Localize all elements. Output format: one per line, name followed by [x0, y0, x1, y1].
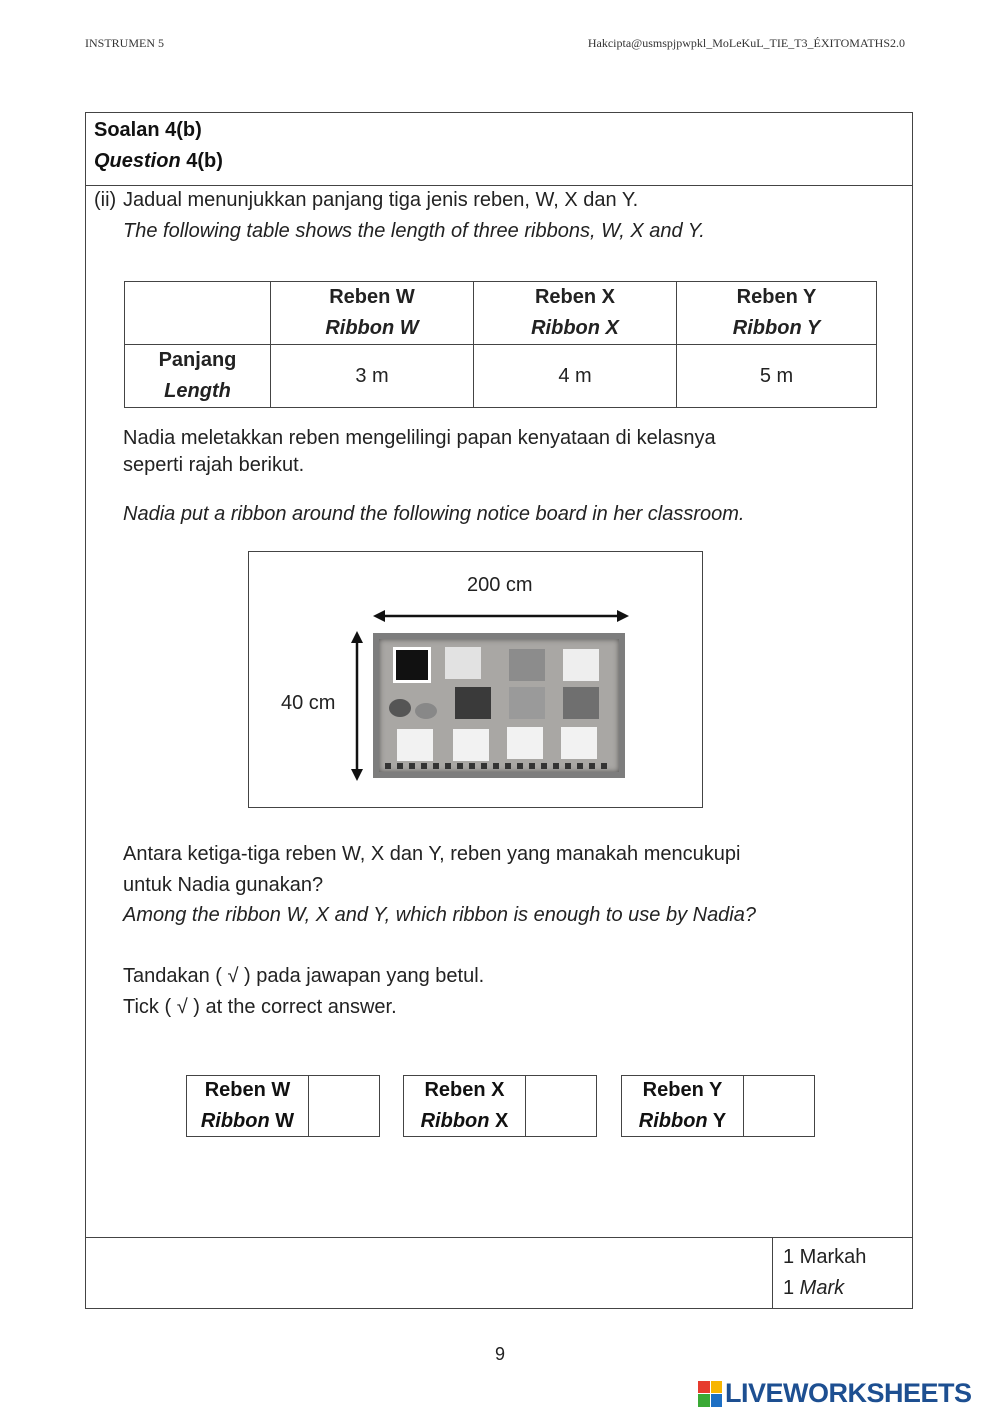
length-value-x: 4 m — [474, 345, 677, 408]
table-header-y — [677, 282, 877, 345]
row-label-length — [125, 345, 271, 408]
mark-en-number: 1 — [783, 1277, 795, 1299]
tick-instruction-ms: Tandakan ( √ ) pada jawapan yang betul. — [123, 965, 485, 987]
paper-note — [397, 729, 433, 761]
header-instrument-label: INSTRUMEN 5 — [85, 36, 165, 50]
width-arrow — [373, 606, 629, 626]
gray-note — [509, 687, 545, 719]
gray-note — [509, 649, 545, 681]
answer-en-letter: X — [489, 1110, 509, 1132]
answer-en — [622, 1106, 743, 1137]
question-header — [86, 113, 912, 186]
liveworksheets-icon — [698, 1381, 722, 1407]
answer-option-x — [403, 1075, 597, 1137]
pin-decoration — [389, 699, 411, 717]
notice-board-image — [373, 633, 625, 778]
gray-note — [563, 687, 599, 719]
liveworksheets-logo — [698, 1378, 972, 1409]
answer-option-y — [621, 1075, 815, 1137]
tick-box-w[interactable] — [309, 1076, 379, 1136]
question-title-en-number: 4(b) — [180, 150, 223, 172]
answer-label-w — [187, 1076, 309, 1136]
mark-en-word: Mark — [794, 1277, 845, 1299]
bottom-decoration-strip — [385, 763, 613, 769]
paper-note — [507, 727, 543, 759]
question-title-en — [94, 150, 223, 173]
header-ms: Reben Y — [736, 286, 817, 308]
photo-note — [393, 647, 431, 683]
tick-box-y[interactable] — [744, 1076, 814, 1136]
prompt-ms-line1: Antara ketiga-tiga reben W, X dan Y, reben yang manakah mencukupi — [123, 843, 741, 865]
table-header-x — [474, 282, 677, 345]
answer-en-word: Ribbon — [420, 1110, 490, 1132]
row-label-ms: Panjang — [158, 349, 237, 371]
answer-label-x — [404, 1076, 526, 1136]
length-value-y: 5 m — [677, 345, 877, 408]
header-ms: Reben W — [329, 286, 415, 308]
brand-text: LIVEWORKSHEETS — [725, 1378, 972, 1408]
tick-instruction-en: Tick ( √ ) at the correct answer. — [123, 996, 397, 1018]
prompt-ms-line2: untuk Nadia gunakan? — [123, 874, 324, 896]
intro-ms: Jadual menunjukkan panjang tiga jenis reben, W, X dan Y. — [123, 189, 639, 211]
question-title-en-word: Question — [94, 150, 181, 172]
width-label: 200 cm — [467, 574, 533, 596]
length-value-w: 3 m — [271, 345, 474, 408]
pin-decoration — [415, 703, 437, 719]
prompt-en: Among the ribbon W, X and Y, which ribbon is enough to use by Nadia? — [123, 904, 756, 926]
header-en: Ribbon X — [531, 317, 619, 339]
height-arrow — [347, 631, 367, 781]
question-title-ms: Soalan 4(b) — [94, 119, 202, 141]
header-en: Ribbon Y — [732, 317, 821, 339]
height-label: 40 cm — [281, 692, 336, 714]
mark-cell — [772, 1238, 913, 1309]
row-label-en: Length — [164, 380, 231, 402]
answer-ms: Reben X — [424, 1079, 505, 1101]
answer-ms: Reben W — [204, 1079, 291, 1101]
mark-row — [86, 1237, 912, 1309]
page-number: 9 — [494, 1344, 505, 1364]
mark-ms: 1 Markah — [783, 1246, 867, 1268]
paper-note — [561, 727, 597, 759]
answer-label-y — [622, 1076, 744, 1136]
table-header-row — [125, 282, 877, 345]
cork-board — [379, 639, 619, 772]
tick-box-x[interactable] — [526, 1076, 596, 1136]
answer-en-letter: Y — [707, 1110, 727, 1132]
answer-en-word: Ribbon — [638, 1110, 708, 1132]
header-copyright: Hakcipta@usmspjpwpkl_MoLeKuL_TIE_T3_ÉXITOMATHS2.0 — [587, 36, 905, 50]
notice-board-figure — [248, 551, 703, 808]
header-en: Ribbon W — [325, 317, 419, 339]
answer-en-letter: W — [269, 1110, 295, 1132]
intro-en: The following table shows the length of three ribbons, W, X and Y. — [123, 220, 705, 242]
header-ms: Reben X — [534, 286, 616, 308]
answer-en — [187, 1106, 308, 1137]
ribbon-length-table — [124, 281, 877, 408]
context-ms-line2: seperti rajah berikut. — [123, 454, 305, 476]
context-en: Nadia put a ribbon around the following notice board in her classroom. — [123, 503, 745, 525]
paper-note — [445, 647, 481, 679]
paper-note — [563, 649, 599, 681]
table-row — [125, 345, 877, 408]
dark-note — [455, 687, 491, 719]
answer-ms: Reben Y — [642, 1079, 723, 1101]
answer-en — [404, 1106, 525, 1137]
table-header-w — [271, 282, 474, 345]
part-label: (ii) — [94, 189, 117, 211]
mark-en — [783, 1273, 913, 1304]
context-ms-line1: Nadia meletakkan reben mengelilingi papan kenyataan di kelasnya — [123, 427, 716, 449]
answer-en-word: Ribbon — [200, 1110, 270, 1132]
table-corner-cell — [125, 282, 271, 345]
question-frame — [85, 112, 913, 1309]
paper-note — [453, 729, 489, 761]
answer-option-w — [186, 1075, 380, 1137]
